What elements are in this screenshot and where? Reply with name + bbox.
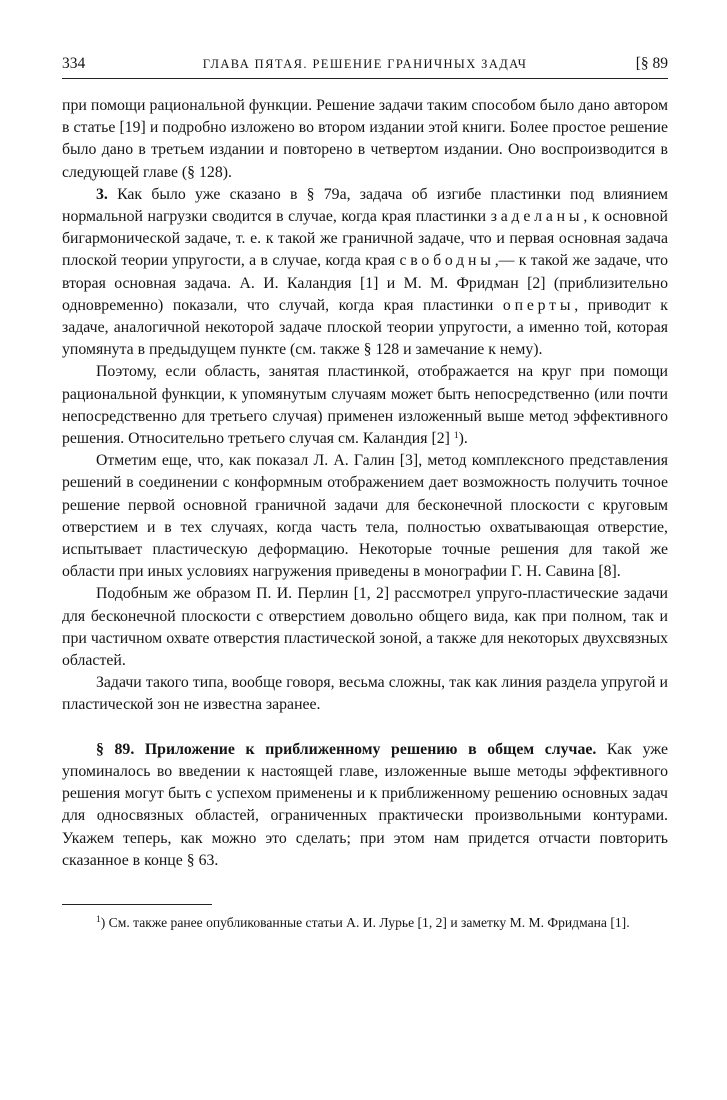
footnote-mark-close: ) [100,914,106,930]
paragraph [62,450,668,583]
footnote-mark: 1 [96,914,101,925]
paragraph-text: Поэтому, если область, занятая пластинкой, отображается на круг при помощи рациональной функции, к упомянутым случаям может быть непосредственно (или почти непосредственно для третьего случая) применен изложенный выше метод эффективного решения. Относительно третьего случая см. Каландия [2] [62,363,668,448]
paragraph-item-3 [62,184,668,362]
footnote-text: См. также ранее опубликованные статьи А. И. Лурье [1, 2] и заметку М. М. Фридмана [1]. [105,914,630,930]
spaced-emphasis: заделаны [490,208,584,226]
paragraph-text: Как было уже сказано в § 79а, задача об изгибе пластинки под влиянием нормальной нагрузки сводится в случае, когда края пластинки [62,185,668,226]
section-marker: [§ 89 [635,55,668,72]
paragraph-text: при помощи рациональной функции. Решение задачи таким способом было дано автором в статье [19] и подробно изложено во втором издании этой книги. Более простое решение было дано в третьем издании и повторено в четвертом издании. Оно воспроизводится в следующей главе (§ 128). [62,97,668,181]
paragraph-continuation [62,95,668,184]
page-number: 334 [62,55,86,72]
page [62,52,668,933]
body-text [62,95,668,872]
footnote [62,913,668,933]
paragraph-text: Задачи такого типа, вообще говоря, весьма сложны, так как линия раздела упругой и пластической зон не известна заранее. [62,674,668,714]
item-number: 3. [96,185,108,203]
paragraph [62,583,668,672]
paragraph [62,672,668,716]
section-89-paragraph [62,739,668,872]
section-spacer [62,717,668,739]
running-title: ГЛАВА ПЯТАЯ. РЕШЕНИЕ ГРАНИЧНЫХ ЗАДАЧ [202,57,528,71]
header-rule [62,78,668,79]
spaced-emphasis: свободны [399,252,495,270]
paragraph-text: , приводит к задаче, аналогичной некоторой задаче плоской теории упругости, а именно той, которая упомянута в предыдущем пункте (см. также § 128 и замечание к нему). [62,296,668,359]
paragraph-text: Как уже упоминалось во введении к настоящей главе, изложенные выше методы эффективного решения могут быть с успехом применены и к приближенному решению основных задач для односвязных областей, ограниченных практически произвольными контурами. Укажем теперь, как можно это сделать; при этом нам придется отчасти повторить сказанное в конце § 63. [62,740,668,869]
section-heading: § 89. Приложение к приближенному решению в общем случае. [96,740,597,758]
paragraph [62,361,668,450]
spaced-emphasis: оперты [502,296,575,314]
paragraph-text: ,— к такой же задаче, что вторая основная задача. А. И. Каландия [1] и М. М. Фридман [2] (приблизительно одновременно) показали, что случай, когда края пластинки [62,252,668,314]
paragraph-text: Отметим еще, что, как показал Л. А. Галин [3], метод комплексного представления решений в соединении с конформным отображением дает возможность получить точное решение первой основной граничной задачи для бесконечной плоскости с круговым отверстием и в тех случаях, когда часть тела, полностью охватывающая отверстие, испытывает пластическую деформацию. Некоторые точные решения для такой же области при иных условиях нагружения приведены в монографии Г. Н. Савина [8]. [62,452,668,581]
paragraph-text: ). [458,430,468,448]
running-header [62,52,668,76]
footnote-rule [62,904,212,905]
footnote-reference: 1 [453,431,459,442]
paragraph-text: Подобным же образом П. И. Перлин [1, 2] рассмотрел упруго-пластические задачи для бесконечной плоскости с отверстием довольно общего вида, как при полном, так и при частичном охвате отверстия пластической зоной, а также для некоторых двухсвязных областей. [62,585,668,670]
paragraph-text: , к основной бигармонической задаче, т. е. к такой же граничной задаче, что и первая основная задача плоской теории упругости, а в случае, когда края [62,208,668,270]
